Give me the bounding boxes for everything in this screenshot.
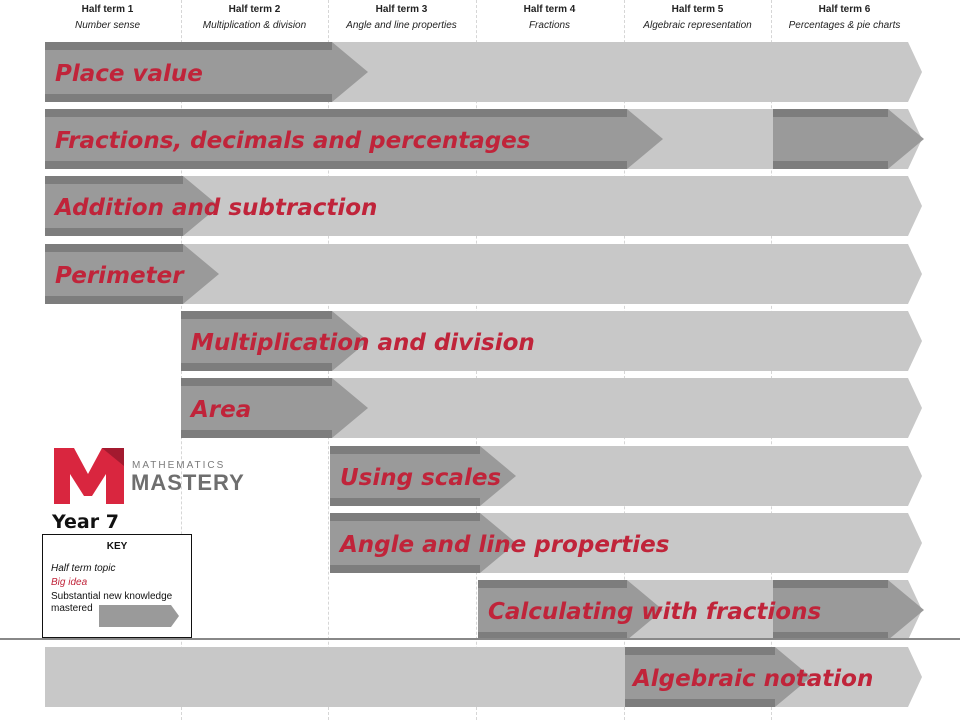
term-subtitle: Fractions <box>528 20 571 31</box>
key-mastered: Substantial new knowledge mastered <box>51 591 173 614</box>
term-header-3 <box>328 2 475 34</box>
bottom-divider <box>0 638 960 640</box>
term-subtitle: Percentages & pie charts <box>788 20 901 31</box>
term-header-5 <box>624 2 771 34</box>
term-title: Half term 6 <box>818 4 871 15</box>
key-box <box>42 534 192 638</box>
topic-label: Multiplication and division <box>191 330 535 356</box>
topic-row <box>0 647 960 709</box>
term-subtitle: Number sense <box>74 20 141 31</box>
key-title: KEY <box>106 541 128 552</box>
topic-row <box>0 311 960 373</box>
topic-label: Angle and line properties <box>340 532 670 558</box>
topic-bar <box>0 378 960 440</box>
year-label: Year 7 <box>52 511 119 533</box>
key-arrow-icon <box>99 605 179 627</box>
topic-row <box>0 42 960 104</box>
term-title: Half term 3 <box>375 4 428 15</box>
logo-line1: MATHEMATICS <box>132 460 226 471</box>
topic-label: Fractions, decimals and percentages <box>55 128 531 154</box>
topic-row <box>0 244 960 306</box>
topic-label: Perimeter <box>55 263 184 289</box>
term-header-1 <box>34 2 181 34</box>
term-header-4 <box>476 2 623 34</box>
term-subtitle: Angle and line properties <box>346 20 457 31</box>
topic-label: Addition and subtraction <box>55 195 378 221</box>
key-half-term-topic: Half term topic <box>51 563 116 574</box>
term-subtitle: Multiplication & division <box>202 20 307 31</box>
term-subtitle: Algebraic representation <box>643 20 752 31</box>
topic-row <box>0 378 960 440</box>
term-header-6 <box>771 2 918 34</box>
term-title: Half term 4 <box>523 4 576 15</box>
key-big-idea: Big idea <box>51 577 88 588</box>
topic-label: Area <box>191 397 252 423</box>
topic-label: Place value <box>55 61 203 87</box>
logo-line2: MASTERY <box>131 470 245 495</box>
topic-label: Algebraic notation <box>633 666 874 692</box>
topic-row <box>0 176 960 238</box>
term-title: Half term 5 <box>671 4 724 15</box>
term-header-2 <box>181 2 328 34</box>
topic-row <box>0 109 960 171</box>
topic-label: Calculating with fractions <box>488 599 822 625</box>
term-title: Half term 1 <box>81 4 134 15</box>
topic-label: Using scales <box>340 465 502 491</box>
term-title: Half term 2 <box>228 4 281 15</box>
